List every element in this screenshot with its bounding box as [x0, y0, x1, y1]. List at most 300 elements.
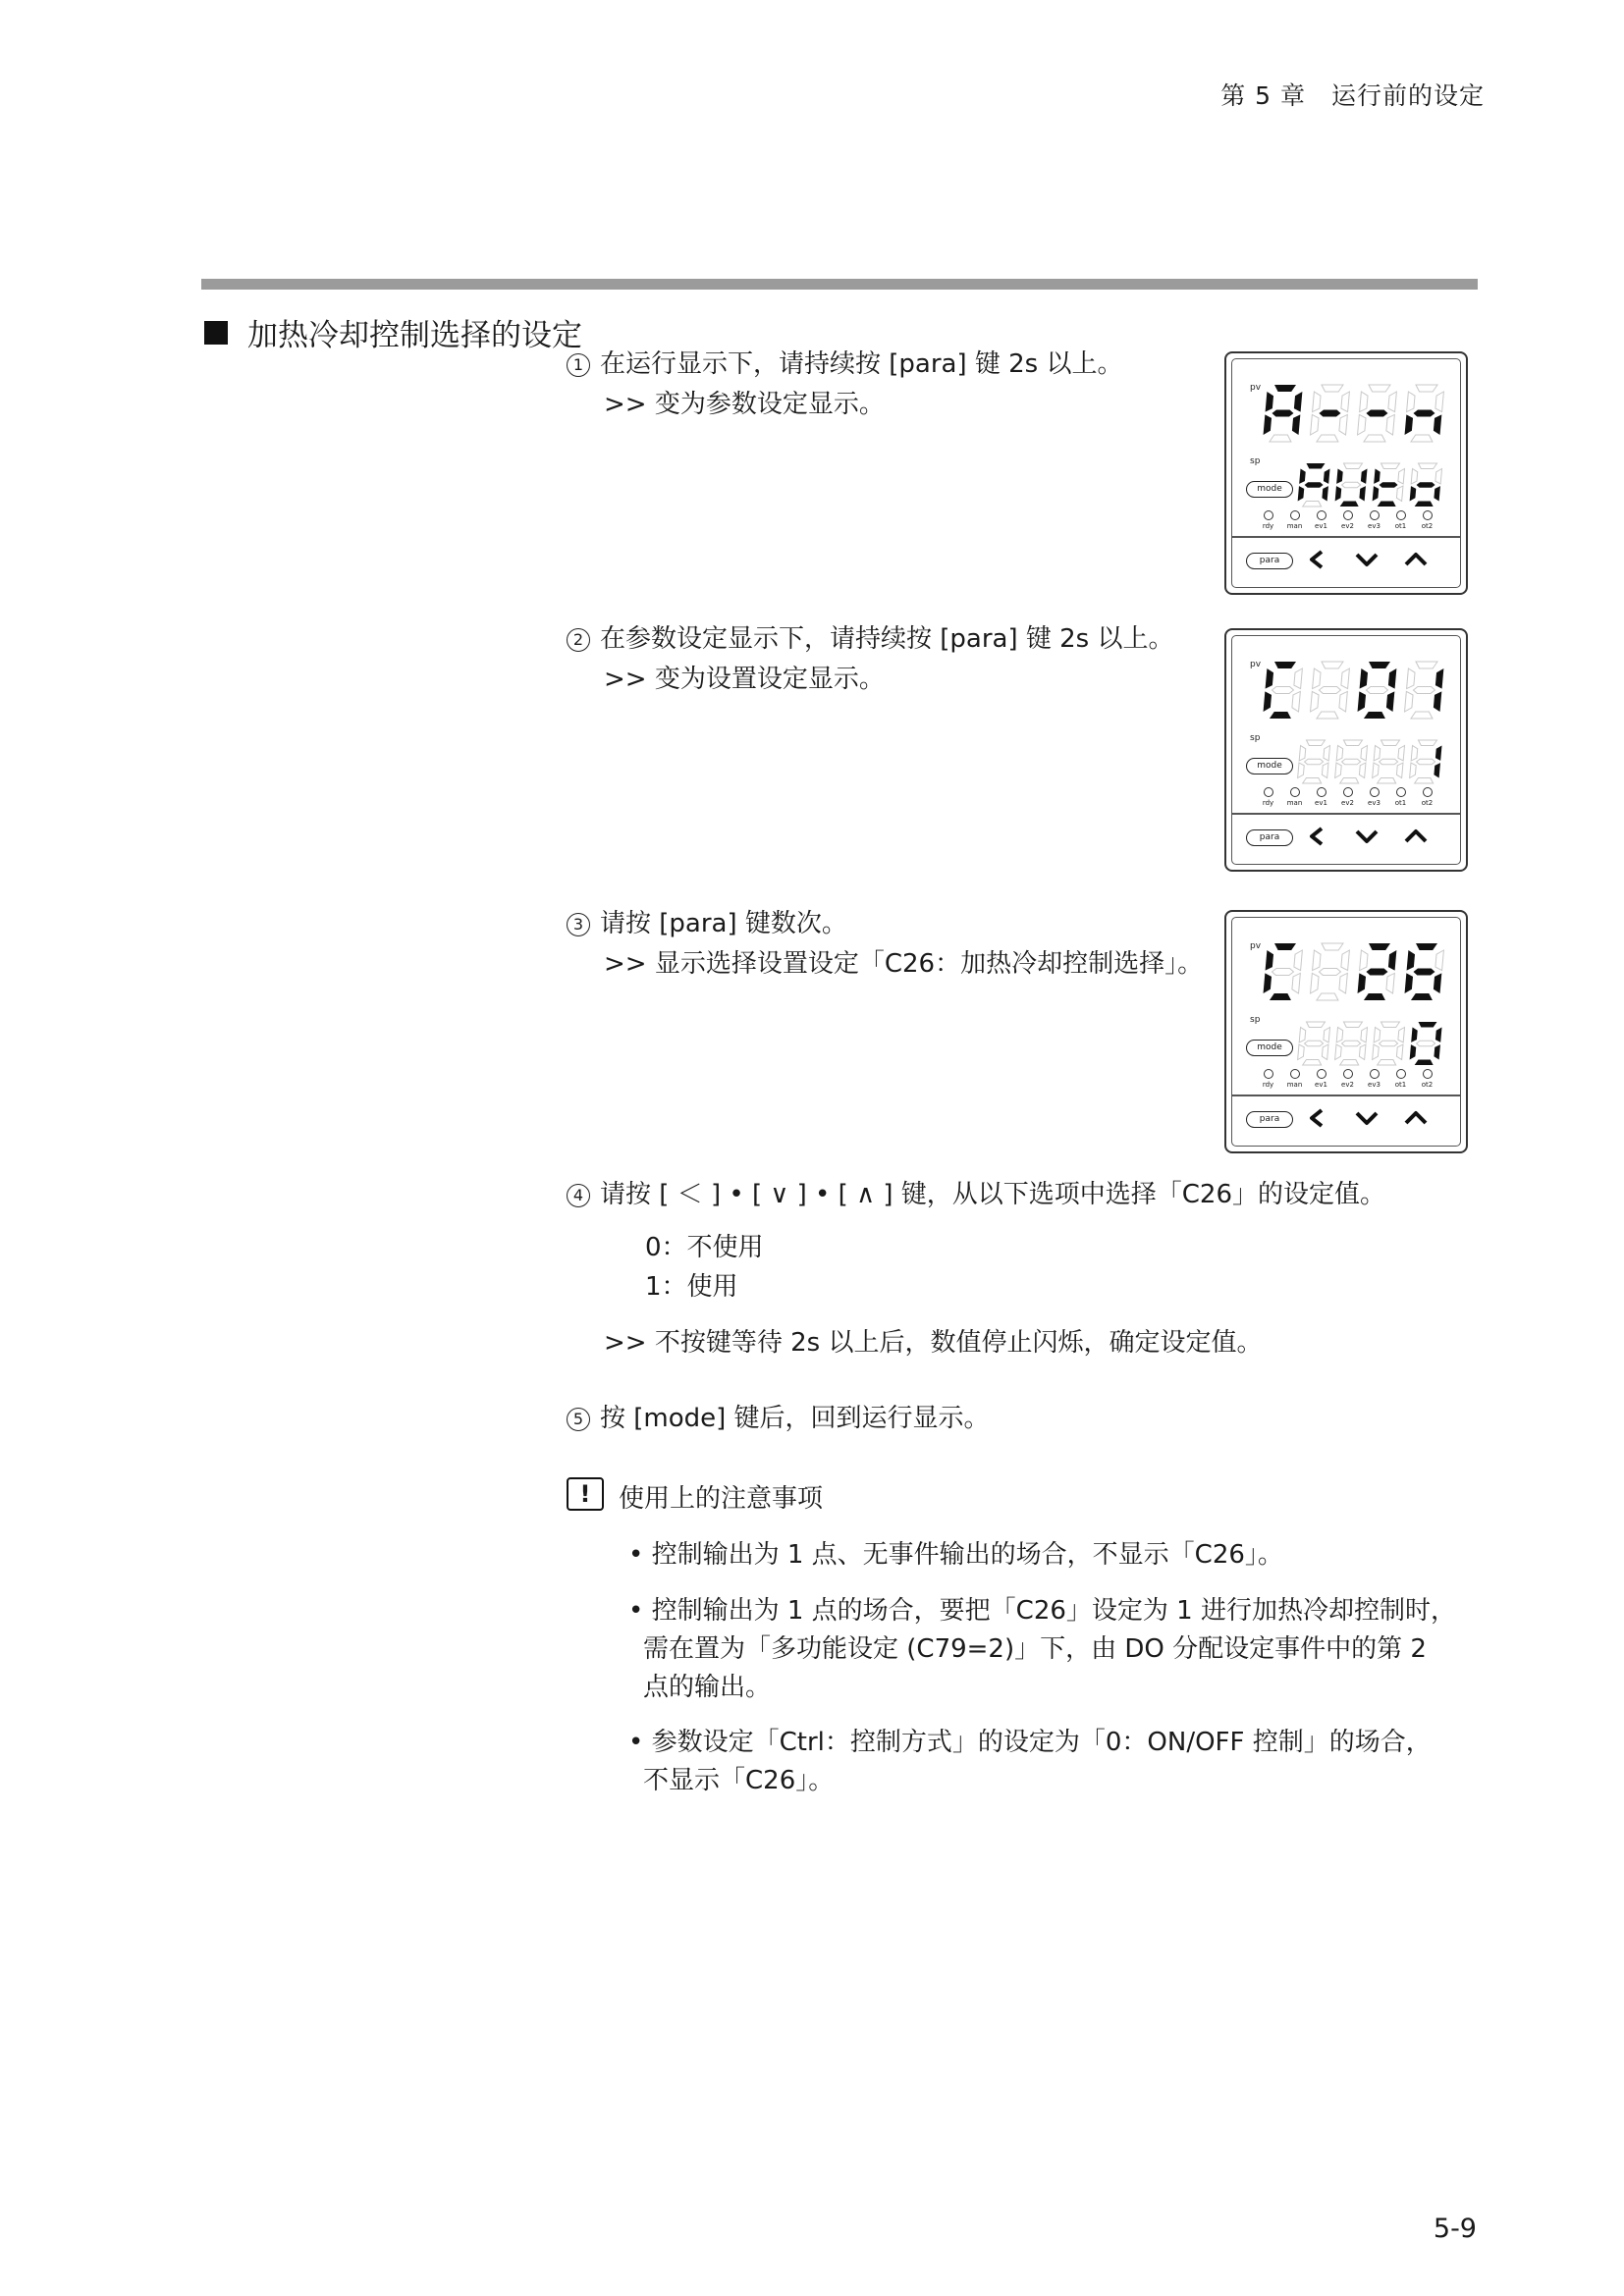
- segment: [1405, 414, 1414, 435]
- pv-display: [1268, 662, 1444, 719]
- status-leds: [1260, 787, 1435, 807]
- led-icon: [1396, 510, 1406, 520]
- pv-display-digit: [1310, 662, 1350, 719]
- led-indicator: [1392, 1069, 1409, 1089]
- segment: [1292, 691, 1301, 712]
- segment: [1311, 414, 1320, 435]
- controller-panel: [1224, 351, 1468, 595]
- segment: [1340, 778, 1359, 784]
- step-number: 1: [567, 353, 590, 377]
- segment: [1319, 410, 1341, 417]
- segment: [1322, 763, 1328, 777]
- arrow-icon: [1357, 831, 1377, 841]
- led-label: ev3: [1368, 1081, 1380, 1089]
- mode-button[interactable]: mode: [1246, 481, 1293, 498]
- segment: [1368, 662, 1390, 668]
- segment: [1416, 1041, 1435, 1046]
- led-icon: [1290, 510, 1300, 520]
- segment: [1435, 392, 1444, 412]
- segment: [1359, 486, 1366, 501]
- step-3: [567, 905, 847, 942]
- led-label: man: [1286, 522, 1303, 530]
- down-arrow-key[interactable]: [1354, 827, 1380, 846]
- step-number: 3: [567, 913, 590, 936]
- segment: [1379, 759, 1397, 765]
- segment: [1272, 687, 1294, 694]
- segment: [1322, 486, 1328, 501]
- step-2-result: >> 变为设置设定显示。: [604, 665, 885, 694]
- note-bullet-3-line-1: • 参数设定「Ctrl：控制方式」的设定为「0：ON/OFF 控制」的场合，: [628, 1728, 1432, 1757]
- sp-display-digit: [1409, 740, 1442, 783]
- section-heading: [204, 310, 582, 354]
- sp-display-digit: [1409, 1022, 1442, 1065]
- segment: [1398, 746, 1405, 761]
- segment: [1341, 482, 1360, 488]
- led-indicator: [1366, 1069, 1382, 1089]
- pv-display: [1268, 385, 1444, 442]
- segment: [1374, 469, 1380, 484]
- left-arrow-key[interactable]: [1305, 827, 1330, 846]
- segment: [1359, 1044, 1366, 1059]
- led-icon: [1343, 1069, 1353, 1079]
- segment: [1366, 687, 1388, 694]
- segment: [1304, 759, 1323, 765]
- sp-display-digit: [1297, 463, 1330, 507]
- led-icon: [1423, 1069, 1433, 1079]
- segment: [1341, 668, 1350, 689]
- sp-display-digit: [1334, 1022, 1368, 1065]
- led-label: ot1: [1394, 1081, 1407, 1089]
- segment: [1378, 502, 1396, 507]
- led-indicator: [1313, 510, 1329, 530]
- led-icon: [1317, 1069, 1326, 1079]
- led-label: ev2: [1341, 799, 1354, 807]
- segment: [1343, 740, 1362, 746]
- segment: [1418, 740, 1436, 746]
- segment: [1388, 392, 1397, 412]
- segment: [1341, 759, 1360, 765]
- sp-display-digit: [1372, 463, 1405, 507]
- segment: [1386, 691, 1395, 712]
- segment: [1336, 1028, 1343, 1042]
- led-indicator: [1313, 1069, 1329, 1089]
- led-icon: [1264, 510, 1273, 520]
- segment: [1311, 691, 1320, 712]
- segment: [1435, 950, 1444, 971]
- section-square-icon: [204, 321, 228, 345]
- segment: [1405, 973, 1414, 993]
- segment: [1321, 385, 1343, 392]
- segment: [1360, 392, 1369, 412]
- pv-display-digit: [1263, 662, 1303, 719]
- segment: [1418, 463, 1436, 469]
- segment: [1410, 486, 1417, 501]
- left-arrow-key[interactable]: [1305, 550, 1330, 569]
- led-label: man: [1286, 799, 1303, 807]
- segment: [1273, 385, 1296, 392]
- led-label: ot2: [1421, 522, 1434, 530]
- step-1-result: >> 变为参数设定显示。: [604, 390, 885, 419]
- segment: [1373, 486, 1380, 501]
- arrow-icon: [1312, 1110, 1322, 1126]
- segment: [1413, 687, 1435, 694]
- mode-button[interactable]: mode: [1246, 1040, 1293, 1056]
- segment: [1413, 969, 1435, 976]
- section-title: 加热冷却控制选择的设定: [247, 318, 582, 353]
- segment: [1374, 746, 1380, 761]
- pv-display: [1268, 943, 1444, 1000]
- segment: [1311, 973, 1320, 993]
- arrow-icon: [1312, 828, 1322, 844]
- segment: [1294, 392, 1303, 412]
- led-icon: [1317, 787, 1326, 797]
- segment: [1306, 463, 1325, 469]
- segment: [1435, 668, 1444, 689]
- sp-display-digit: [1372, 740, 1405, 783]
- arrow-keys: [1305, 550, 1429, 569]
- segment: [1360, 668, 1369, 689]
- led-icon: [1370, 787, 1380, 797]
- led-indicator: [1339, 510, 1356, 530]
- controller-panel: [1224, 910, 1468, 1153]
- segment: [1410, 763, 1417, 777]
- segment: [1411, 435, 1434, 442]
- segment: [1407, 668, 1416, 689]
- led-indicator: [1419, 510, 1435, 530]
- pv-display-digit: [1263, 943, 1303, 1000]
- segment: [1415, 1060, 1434, 1066]
- down-arrow-key[interactable]: [1354, 1108, 1380, 1128]
- segment: [1324, 469, 1330, 484]
- segment: [1411, 1028, 1418, 1042]
- segment: [1386, 973, 1395, 993]
- pv-display-digit: [1357, 385, 1397, 442]
- arrow-icon: [1406, 831, 1426, 841]
- segment: [1415, 943, 1437, 950]
- segment: [1335, 763, 1342, 777]
- segment: [1335, 486, 1342, 501]
- segment: [1435, 746, 1442, 761]
- segment: [1303, 1060, 1322, 1066]
- sp-display-digit: [1372, 1022, 1405, 1065]
- left-arrow-key[interactable]: [1305, 1108, 1330, 1128]
- status-leds: [1260, 1069, 1435, 1089]
- arrow-icon: [1406, 1113, 1426, 1123]
- step-5: [567, 1400, 990, 1437]
- segment: [1313, 950, 1322, 971]
- segment: [1340, 502, 1359, 507]
- segment: [1396, 763, 1403, 777]
- segment: [1379, 482, 1397, 488]
- led-indicator: [1366, 510, 1382, 530]
- segment: [1415, 502, 1434, 507]
- sp-display-digit: [1334, 740, 1368, 783]
- led-label: ot2: [1421, 799, 1434, 807]
- segment: [1294, 668, 1303, 689]
- note-bullet-2-line-2: 需在置为「多功能设定 (C79=2)」下，由 DO 分配设定事件中的第 2: [643, 1634, 1427, 1664]
- arrow-keys: [1305, 827, 1429, 846]
- led-icon: [1343, 787, 1353, 797]
- segment: [1273, 943, 1296, 950]
- segment: [1380, 463, 1399, 469]
- segment: [1411, 469, 1418, 484]
- segment: [1341, 1041, 1360, 1046]
- segment: [1364, 435, 1386, 442]
- led-icon: [1264, 1069, 1273, 1079]
- sp-display: [1301, 1022, 1442, 1065]
- segment: [1343, 463, 1362, 469]
- step-text: 在运行显示下，请持续按 [para] 键 2s 以上。: [600, 349, 1123, 379]
- segment: [1336, 469, 1343, 484]
- segment: [1398, 1028, 1405, 1042]
- segment: [1361, 746, 1368, 761]
- led-indicator: [1286, 1069, 1303, 1089]
- segment: [1304, 1041, 1323, 1046]
- led-indicator: [1286, 510, 1303, 530]
- led-icon: [1290, 787, 1300, 797]
- led-label: rdy: [1262, 522, 1274, 530]
- segment: [1373, 763, 1380, 777]
- pv-display-digit: [1404, 943, 1444, 1000]
- segment: [1299, 469, 1306, 484]
- option-1: 1：使用: [645, 1272, 738, 1302]
- led-icon: [1423, 510, 1433, 520]
- segment: [1361, 1028, 1368, 1042]
- segment: [1270, 993, 1292, 1000]
- step-4: [567, 1176, 1385, 1213]
- segment: [1358, 973, 1367, 993]
- segment: [1366, 969, 1388, 976]
- segment: [1416, 482, 1435, 488]
- sp-display-digit: [1409, 463, 1442, 507]
- led-label: ev1: [1315, 799, 1327, 807]
- segment: [1380, 1022, 1399, 1028]
- step-number: 4: [567, 1184, 590, 1207]
- segment: [1411, 746, 1418, 761]
- led-icon: [1423, 787, 1433, 797]
- mode-button[interactable]: mode: [1246, 758, 1293, 774]
- step-1: [567, 346, 1123, 383]
- segment: [1388, 668, 1397, 689]
- segment: [1434, 1044, 1440, 1059]
- led-indicator: [1419, 1069, 1435, 1089]
- led-indicator: [1392, 510, 1409, 530]
- segment: [1380, 740, 1399, 746]
- segment: [1321, 662, 1343, 668]
- segment: [1339, 414, 1348, 435]
- status-leds: [1260, 510, 1435, 530]
- arrow-keys: [1305, 1108, 1429, 1128]
- led-indicator: [1419, 787, 1435, 807]
- step-text: 在参数设定显示下，请持续按 [para] 键 2s 以上。: [600, 624, 1174, 654]
- sp-display-digit: [1297, 1022, 1330, 1065]
- sp-label: sp: [1250, 733, 1261, 743]
- led-label: rdy: [1262, 1081, 1274, 1089]
- segment: [1396, 486, 1403, 501]
- segment: [1322, 1044, 1328, 1059]
- segment: [1273, 662, 1296, 668]
- segment: [1317, 993, 1339, 1000]
- segment: [1303, 502, 1322, 507]
- led-icon: [1396, 787, 1406, 797]
- segment: [1434, 486, 1440, 501]
- segment: [1294, 950, 1303, 971]
- pv-display-digit: [1310, 943, 1350, 1000]
- led-label: ev3: [1368, 522, 1380, 530]
- segment: [1411, 712, 1434, 719]
- segment: [1272, 969, 1294, 976]
- segment: [1396, 1044, 1403, 1059]
- segment: [1306, 740, 1325, 746]
- segment: [1378, 778, 1396, 784]
- led-indicator: [1339, 787, 1356, 807]
- arrow-icon: [1312, 552, 1322, 567]
- led-icon: [1317, 510, 1326, 520]
- segment: [1319, 687, 1341, 694]
- segment: [1434, 763, 1440, 777]
- segment: [1339, 973, 1348, 993]
- segment: [1359, 763, 1366, 777]
- step-number: 5: [567, 1408, 590, 1431]
- segment: [1336, 746, 1343, 761]
- note-bullet-3-line-2: 不显示「C26」。: [643, 1766, 835, 1795]
- led-indicator: [1260, 1069, 1276, 1089]
- segment: [1306, 1022, 1325, 1028]
- para-button[interactable]: para: [1246, 829, 1293, 846]
- pv-display-digit: [1263, 385, 1303, 442]
- segment: [1341, 950, 1350, 971]
- segment: [1341, 392, 1350, 412]
- segment: [1434, 691, 1442, 712]
- led-icon: [1343, 510, 1353, 520]
- pv-display-digit: [1310, 385, 1350, 442]
- segment: [1418, 1022, 1436, 1028]
- led-label: ot1: [1394, 799, 1407, 807]
- segment: [1434, 414, 1442, 435]
- note-bullet-2-line-1: • 控制输出为 1 点的场合，要把「C26」设定为 1 进行加热冷却控制时，: [628, 1596, 1456, 1626]
- segment: [1361, 469, 1368, 484]
- sp-display: [1301, 463, 1442, 507]
- segment: [1270, 712, 1292, 719]
- step-text: 请按 [para] 键数次。: [600, 909, 847, 938]
- pv-display-digit: [1357, 662, 1397, 719]
- step-number: 2: [567, 628, 590, 652]
- down-arrow-key[interactable]: [1354, 550, 1380, 569]
- segment: [1324, 1028, 1330, 1042]
- sp-display-digit: [1297, 740, 1330, 783]
- segment: [1411, 993, 1434, 1000]
- note-bullet-1: • 控制输出为 1 点、无事件输出的场合，不显示「C26」。: [628, 1540, 1283, 1570]
- segment: [1379, 1041, 1397, 1046]
- segment: [1435, 1028, 1442, 1042]
- segment: [1299, 1028, 1306, 1042]
- step-2: [567, 620, 1174, 658]
- arrow-icon: [1357, 555, 1377, 564]
- segment: [1413, 410, 1435, 417]
- pv-display-digit: [1404, 385, 1444, 442]
- segment: [1343, 1022, 1362, 1028]
- segment: [1364, 712, 1386, 719]
- led-label: ev1: [1315, 1081, 1327, 1089]
- arrow-icon: [1406, 555, 1426, 564]
- controller-panel: [1224, 628, 1468, 872]
- led-label: ot2: [1421, 1081, 1434, 1089]
- led-label: ev3: [1368, 799, 1380, 807]
- key-separator: [1231, 813, 1461, 815]
- chapter-header: 第 5 章 运行前的设定: [1220, 81, 1485, 110]
- step-text: 按 [mode] 键后，回到运行显示。: [600, 1404, 990, 1433]
- led-label: ev2: [1341, 1081, 1354, 1089]
- led-label: ot1: [1394, 522, 1407, 530]
- segment: [1368, 943, 1390, 950]
- key-separator: [1231, 1095, 1461, 1096]
- pv-label: pv: [1250, 660, 1262, 669]
- segment: [1303, 778, 1322, 784]
- sp-display: [1301, 740, 1442, 783]
- led-indicator: [1392, 787, 1409, 807]
- segment: [1407, 950, 1416, 971]
- led-indicator: [1366, 787, 1382, 807]
- sp-label: sp: [1250, 1015, 1261, 1025]
- segment: [1272, 410, 1294, 417]
- segment: [1304, 482, 1323, 488]
- step-4-result: >> 不按键等待 2s 以上后，数值停止闪烁，确定设定值。: [604, 1328, 1263, 1358]
- sp-display-digit: [1334, 463, 1368, 507]
- segment: [1340, 1060, 1359, 1066]
- led-label: ev1: [1315, 522, 1327, 530]
- segment: [1407, 392, 1416, 412]
- segment: [1435, 469, 1442, 484]
- step-3-result: >> 显示选择设置设定「C26：加热冷却控制选择」。: [604, 949, 1204, 979]
- segment: [1416, 759, 1435, 765]
- segment: [1410, 1044, 1417, 1059]
- led-indicator: [1339, 1069, 1356, 1089]
- page-number: 5-9: [1433, 2214, 1477, 2244]
- segment: [1313, 668, 1322, 689]
- led-label: man: [1286, 1081, 1303, 1089]
- pv-label: pv: [1250, 941, 1262, 951]
- segment: [1364, 993, 1386, 1000]
- segment: [1358, 691, 1367, 712]
- led-icon: [1370, 510, 1380, 520]
- para-button[interactable]: para: [1246, 553, 1293, 569]
- segment: [1360, 950, 1369, 971]
- led-label: ev2: [1341, 522, 1354, 530]
- up-arrow-key[interactable]: [1403, 550, 1429, 569]
- led-label: rdy: [1262, 799, 1274, 807]
- segment: [1378, 1060, 1396, 1066]
- led-icon: [1370, 1069, 1380, 1079]
- segment: [1321, 943, 1343, 950]
- step-text: 请按 [ ＜ ] • [ ∨ ] • [ ∧ ] 键，从以下选项中选择「C26」的设定值。: [600, 1180, 1386, 1209]
- note-bullet-2-line-3: 点的输出。: [643, 1673, 772, 1702]
- segment: [1373, 1044, 1380, 1059]
- note-title: 使用上的注意事项: [619, 1484, 824, 1514]
- segment: [1386, 414, 1395, 435]
- segment: [1319, 969, 1341, 976]
- up-arrow-key[interactable]: [1403, 827, 1429, 846]
- key-separator: [1231, 536, 1461, 538]
- arrow-icon: [1357, 1113, 1377, 1123]
- para-button[interactable]: para: [1246, 1111, 1293, 1128]
- led-icon: [1396, 1069, 1406, 1079]
- pv-label: pv: [1250, 383, 1262, 393]
- segment: [1415, 778, 1434, 784]
- up-arrow-key[interactable]: [1403, 1108, 1429, 1128]
- led-icon: [1290, 1069, 1300, 1079]
- led-indicator: [1313, 787, 1329, 807]
- segment: [1292, 973, 1301, 993]
